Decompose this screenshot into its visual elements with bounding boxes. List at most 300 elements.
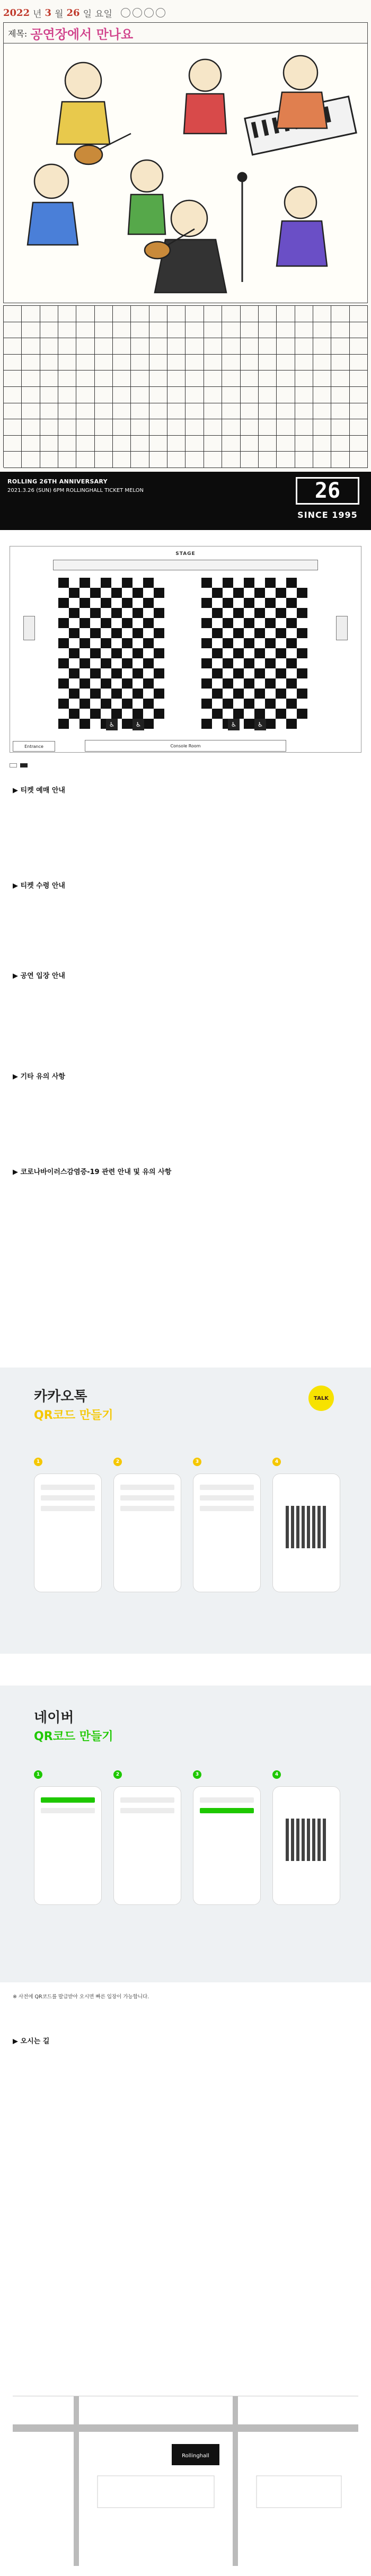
seat[interactable] <box>80 578 90 588</box>
seat[interactable] <box>244 638 254 648</box>
seat[interactable] <box>90 678 101 689</box>
seat[interactable] <box>143 668 154 678</box>
seat[interactable] <box>80 709 90 719</box>
seat[interactable] <box>111 608 122 618</box>
seat[interactable] <box>143 689 154 699</box>
seat[interactable] <box>223 709 233 719</box>
seat[interactable] <box>223 689 233 699</box>
seat[interactable] <box>276 638 286 648</box>
seat[interactable] <box>143 709 154 719</box>
seat[interactable] <box>58 578 69 588</box>
seat[interactable] <box>286 598 297 608</box>
seat[interactable] <box>143 719 154 729</box>
seat[interactable] <box>90 719 101 729</box>
seat[interactable] <box>101 638 111 648</box>
seat[interactable] <box>58 638 69 648</box>
seat[interactable] <box>132 608 143 618</box>
seat[interactable] <box>122 719 132 729</box>
seat[interactable] <box>69 689 80 699</box>
seat[interactable] <box>101 578 111 588</box>
seat[interactable] <box>297 668 307 678</box>
seat[interactable] <box>244 658 254 668</box>
seat[interactable] <box>143 598 154 608</box>
seat[interactable] <box>233 598 244 608</box>
seat[interactable] <box>254 618 265 628</box>
seat[interactable] <box>286 618 297 628</box>
seat[interactable] <box>90 709 101 719</box>
seat[interactable] <box>80 618 90 628</box>
seat[interactable] <box>265 608 276 618</box>
seat[interactable] <box>297 658 307 668</box>
seat[interactable] <box>69 699 80 709</box>
seat[interactable] <box>101 598 111 608</box>
seat[interactable] <box>223 638 233 648</box>
seat[interactable] <box>244 699 254 709</box>
seat[interactable] <box>276 668 286 678</box>
grid-cell <box>4 387 22 403</box>
seat[interactable] <box>223 618 233 628</box>
seat[interactable] <box>122 588 132 598</box>
seat[interactable] <box>80 699 90 709</box>
seat[interactable] <box>286 709 297 719</box>
seat[interactable] <box>132 648 143 658</box>
seat[interactable] <box>286 638 297 648</box>
seat[interactable] <box>223 658 233 668</box>
seat[interactable] <box>212 618 223 628</box>
seat[interactable] <box>69 578 80 588</box>
seat[interactable] <box>233 668 244 678</box>
seat[interactable] <box>58 719 69 729</box>
seat[interactable] <box>233 709 244 719</box>
seat[interactable] <box>101 699 111 709</box>
seat[interactable] <box>233 638 244 648</box>
seat[interactable] <box>265 699 276 709</box>
seat[interactable] <box>90 668 101 678</box>
seat[interactable] <box>201 668 212 678</box>
seat[interactable] <box>254 648 265 658</box>
seat[interactable] <box>244 719 254 729</box>
seat[interactable] <box>154 668 164 678</box>
seat[interactable] <box>297 608 307 618</box>
seat[interactable] <box>297 678 307 689</box>
seat[interactable] <box>80 588 90 598</box>
seat[interactable] <box>101 618 111 628</box>
seat[interactable] <box>143 648 154 658</box>
seat[interactable] <box>265 678 276 689</box>
seat[interactable] <box>201 658 212 668</box>
seat[interactable] <box>69 658 80 668</box>
seat[interactable] <box>254 628 265 638</box>
seat[interactable] <box>90 588 101 598</box>
seat[interactable] <box>233 689 244 699</box>
seat[interactable] <box>286 689 297 699</box>
seat[interactable] <box>58 618 69 628</box>
seat[interactable] <box>276 588 286 598</box>
seat[interactable] <box>254 699 265 709</box>
seat[interactable] <box>212 658 223 668</box>
seat[interactable] <box>154 648 164 658</box>
seat[interactable] <box>286 608 297 618</box>
seat[interactable] <box>223 678 233 689</box>
grid-cell <box>22 306 40 322</box>
seat[interactable] <box>265 648 276 658</box>
seat[interactable] <box>244 668 254 678</box>
seat[interactable] <box>132 699 143 709</box>
seat[interactable] <box>101 608 111 618</box>
seat[interactable] <box>101 668 111 678</box>
seat[interactable] <box>58 699 69 709</box>
seat[interactable] <box>201 719 212 729</box>
seat[interactable] <box>233 608 244 618</box>
seat[interactable] <box>154 638 164 648</box>
seat[interactable] <box>254 588 265 598</box>
seat[interactable] <box>254 678 265 689</box>
seat[interactable] <box>101 658 111 668</box>
seat[interactable] <box>244 628 254 638</box>
seat[interactable] <box>132 709 143 719</box>
seat[interactable] <box>265 709 276 719</box>
seat[interactable] <box>212 668 223 678</box>
seat[interactable] <box>122 578 132 588</box>
seat[interactable] <box>201 598 212 608</box>
seat[interactable] <box>286 648 297 658</box>
seat[interactable] <box>297 628 307 638</box>
seat[interactable] <box>286 699 297 709</box>
seat-block-right[interactable] <box>201 578 307 729</box>
seat[interactable] <box>143 638 154 648</box>
seat[interactable] <box>132 678 143 689</box>
seat[interactable] <box>132 598 143 608</box>
seat[interactable] <box>201 628 212 638</box>
seat[interactable] <box>297 618 307 628</box>
seat[interactable] <box>297 638 307 648</box>
seat[interactable] <box>143 608 154 618</box>
seat[interactable] <box>223 648 233 658</box>
seat[interactable] <box>212 578 223 588</box>
seat[interactable] <box>122 668 132 678</box>
seat[interactable] <box>233 648 244 658</box>
seat[interactable] <box>111 699 122 709</box>
seat[interactable] <box>122 608 132 618</box>
seat[interactable] <box>58 689 69 699</box>
seat[interactable] <box>58 608 69 618</box>
seat[interactable] <box>201 578 212 588</box>
seat[interactable] <box>233 618 244 628</box>
seat[interactable] <box>58 678 69 689</box>
seat[interactable] <box>212 678 223 689</box>
grid-cell <box>167 370 186 387</box>
seat[interactable] <box>201 699 212 709</box>
seat[interactable] <box>69 628 80 638</box>
seat[interactable] <box>265 638 276 648</box>
seat[interactable] <box>111 578 122 588</box>
seat[interactable] <box>90 608 101 618</box>
seat[interactable] <box>265 689 276 699</box>
seat[interactable] <box>58 628 69 638</box>
seat[interactable] <box>143 678 154 689</box>
seat[interactable] <box>111 648 122 658</box>
seat[interactable] <box>265 719 276 729</box>
seat[interactable] <box>254 709 265 719</box>
seat[interactable] <box>122 678 132 689</box>
seat[interactable] <box>80 628 90 638</box>
seat[interactable] <box>212 588 223 598</box>
seat[interactable] <box>80 668 90 678</box>
seat[interactable] <box>254 578 265 588</box>
seat[interactable] <box>276 608 286 618</box>
seat[interactable] <box>201 638 212 648</box>
seat[interactable] <box>69 668 80 678</box>
seat[interactable] <box>244 578 254 588</box>
seat[interactable] <box>201 608 212 618</box>
seat[interactable] <box>90 648 101 658</box>
seat[interactable] <box>122 628 132 638</box>
seat[interactable] <box>286 678 297 689</box>
seat[interactable] <box>69 709 80 719</box>
seat[interactable] <box>90 618 101 628</box>
seat[interactable] <box>69 588 80 598</box>
seat[interactable] <box>233 678 244 689</box>
seat[interactable] <box>111 618 122 628</box>
seat[interactable] <box>212 699 223 709</box>
seat[interactable] <box>223 578 233 588</box>
seat[interactable] <box>201 648 212 658</box>
seat[interactable] <box>90 638 101 648</box>
seat[interactable] <box>297 719 307 729</box>
seat[interactable] <box>90 578 101 588</box>
seat[interactable] <box>254 608 265 618</box>
seat[interactable] <box>254 668 265 678</box>
seat[interactable] <box>101 648 111 658</box>
seat[interactable] <box>276 678 286 689</box>
seat[interactable] <box>90 628 101 638</box>
seat[interactable] <box>297 689 307 699</box>
seat[interactable] <box>254 658 265 668</box>
seat[interactable] <box>223 598 233 608</box>
seat[interactable] <box>69 678 80 689</box>
seat[interactable] <box>223 668 233 678</box>
seat[interactable] <box>132 628 143 638</box>
seat[interactable] <box>244 598 254 608</box>
seat[interactable] <box>69 638 80 648</box>
seat[interactable] <box>80 678 90 689</box>
seat[interactable] <box>122 709 132 719</box>
seat[interactable] <box>223 608 233 618</box>
seat[interactable] <box>223 699 233 709</box>
seat[interactable] <box>297 709 307 719</box>
seat[interactable] <box>212 709 223 719</box>
seat[interactable] <box>276 598 286 608</box>
seat[interactable] <box>58 598 69 608</box>
seat[interactable] <box>297 578 307 588</box>
seat[interactable] <box>276 719 286 729</box>
seat[interactable] <box>265 588 276 598</box>
seat[interactable] <box>265 658 276 668</box>
seat[interactable] <box>122 658 132 668</box>
seat[interactable] <box>212 689 223 699</box>
seat[interactable] <box>154 618 164 628</box>
seat[interactable] <box>212 608 223 618</box>
seat[interactable] <box>101 588 111 598</box>
seat[interactable] <box>143 578 154 588</box>
seat[interactable] <box>122 699 132 709</box>
seat[interactable] <box>297 588 307 598</box>
seat[interactable] <box>90 598 101 608</box>
kakao-title: 카카오톡 <box>34 1389 87 1405</box>
seat[interactable] <box>101 689 111 699</box>
seat[interactable] <box>58 648 69 658</box>
seat[interactable] <box>111 658 122 668</box>
seat[interactable] <box>111 588 122 598</box>
seat[interactable] <box>244 689 254 699</box>
seat[interactable] <box>122 648 132 658</box>
seat[interactable] <box>154 658 164 668</box>
seat[interactable] <box>276 578 286 588</box>
seat[interactable] <box>69 719 80 729</box>
seat[interactable] <box>143 628 154 638</box>
seat[interactable] <box>111 668 122 678</box>
seat[interactable] <box>201 689 212 699</box>
seat[interactable] <box>276 699 286 709</box>
seat[interactable] <box>233 588 244 598</box>
seat[interactable] <box>276 618 286 628</box>
seat[interactable] <box>244 678 254 689</box>
seat[interactable] <box>80 689 90 699</box>
seat[interactable] <box>143 699 154 709</box>
seat[interactable] <box>154 678 164 689</box>
seat[interactable] <box>143 658 154 668</box>
seat[interactable] <box>122 689 132 699</box>
seat[interactable] <box>132 638 143 648</box>
seat[interactable] <box>265 618 276 628</box>
seat[interactable] <box>297 598 307 608</box>
seat[interactable] <box>111 628 122 638</box>
seat[interactable] <box>201 588 212 598</box>
seat[interactable] <box>132 588 143 598</box>
seat[interactable] <box>244 618 254 628</box>
seat[interactable] <box>265 598 276 608</box>
seat[interactable] <box>254 598 265 608</box>
seat[interactable] <box>244 608 254 618</box>
seat[interactable] <box>90 689 101 699</box>
seat[interactable] <box>286 628 297 638</box>
seat[interactable] <box>111 638 122 648</box>
seat[interactable] <box>201 618 212 628</box>
seat[interactable] <box>154 598 164 608</box>
seat[interactable] <box>297 699 307 709</box>
seat[interactable] <box>286 588 297 598</box>
seat[interactable] <box>244 648 254 658</box>
seat[interactable] <box>212 719 223 729</box>
seat[interactable] <box>265 628 276 638</box>
seat[interactable] <box>80 719 90 729</box>
seat[interactable] <box>101 628 111 638</box>
seat[interactable] <box>69 598 80 608</box>
seat[interactable] <box>212 598 223 608</box>
seat[interactable] <box>111 709 122 719</box>
seat[interactable] <box>101 709 111 719</box>
seat[interactable] <box>58 658 69 668</box>
seat[interactable] <box>212 648 223 658</box>
seat[interactable] <box>154 709 164 719</box>
seat[interactable] <box>111 689 122 699</box>
seat[interactable] <box>276 689 286 699</box>
seat[interactable] <box>276 658 286 668</box>
seat[interactable] <box>233 699 244 709</box>
seat[interactable] <box>80 648 90 658</box>
seat[interactable] <box>201 709 212 719</box>
seat[interactable] <box>233 628 244 638</box>
seat[interactable] <box>80 598 90 608</box>
seat[interactable] <box>201 678 212 689</box>
seat[interactable] <box>111 678 122 689</box>
seat[interactable] <box>80 658 90 668</box>
seat-block-left[interactable] <box>58 578 164 729</box>
seat[interactable] <box>244 709 254 719</box>
seat[interactable] <box>276 709 286 719</box>
seat[interactable] <box>265 578 276 588</box>
seat[interactable] <box>212 638 223 648</box>
seat[interactable] <box>154 699 164 709</box>
seat[interactable] <box>154 608 164 618</box>
seat[interactable] <box>154 588 164 598</box>
seat[interactable] <box>80 608 90 618</box>
seat[interactable] <box>276 648 286 658</box>
seat[interactable] <box>286 719 297 729</box>
seat[interactable] <box>58 709 69 719</box>
seat[interactable] <box>286 668 297 678</box>
seat[interactable] <box>244 588 254 598</box>
seat[interactable] <box>286 658 297 668</box>
seat[interactable] <box>233 658 244 668</box>
seat[interactable] <box>132 668 143 678</box>
seat[interactable] <box>132 578 143 588</box>
seat[interactable] <box>90 658 101 668</box>
seat[interactable] <box>212 628 223 638</box>
seat[interactable] <box>69 608 80 618</box>
seat[interactable] <box>265 668 276 678</box>
seat[interactable] <box>132 658 143 668</box>
seat[interactable] <box>276 628 286 638</box>
seat[interactable] <box>254 638 265 648</box>
seat[interactable] <box>154 719 164 729</box>
seat[interactable] <box>122 638 132 648</box>
seat[interactable] <box>58 668 69 678</box>
seat[interactable] <box>154 628 164 638</box>
seat[interactable] <box>132 618 143 628</box>
seat[interactable] <box>154 689 164 699</box>
seat[interactable] <box>111 598 122 608</box>
seat[interactable] <box>101 678 111 689</box>
seat[interactable] <box>69 618 80 628</box>
seat[interactable] <box>58 588 69 598</box>
seat[interactable] <box>254 689 265 699</box>
seat[interactable] <box>143 588 154 598</box>
seat[interactable] <box>122 618 132 628</box>
seat[interactable] <box>132 689 143 699</box>
seat[interactable] <box>233 578 244 588</box>
seat[interactable] <box>90 699 101 709</box>
seat[interactable] <box>122 598 132 608</box>
seat[interactable] <box>223 588 233 598</box>
seat[interactable] <box>143 618 154 628</box>
seat[interactable] <box>69 648 80 658</box>
seat[interactable] <box>80 638 90 648</box>
seat[interactable] <box>154 578 164 588</box>
seat[interactable] <box>297 648 307 658</box>
seat[interactable] <box>286 578 297 588</box>
seat[interactable] <box>223 628 233 638</box>
